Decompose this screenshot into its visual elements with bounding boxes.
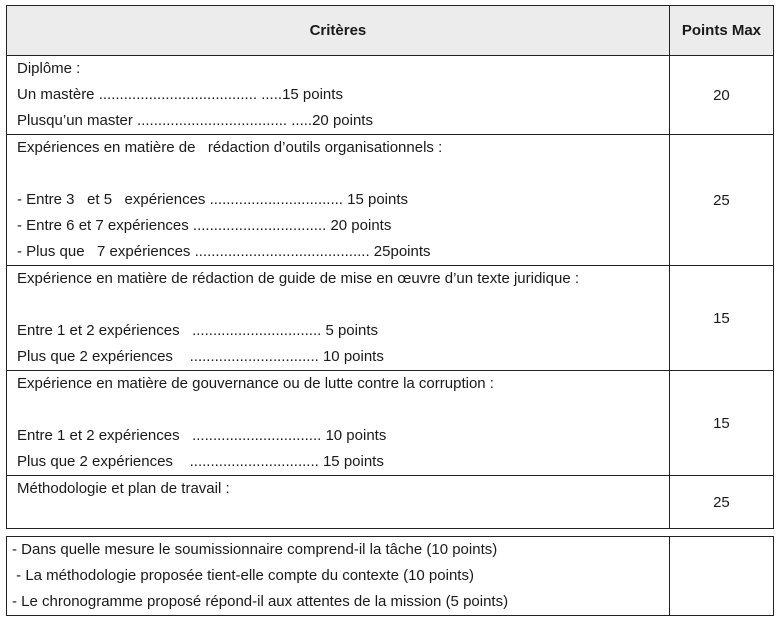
points-cell: 15 <box>669 371 773 476</box>
table-row <box>7 371 774 476</box>
criterion-title: Expérience en matière de gouvernance ou de lutte contre la corruption : <box>17 375 494 392</box>
points-max-header: Points Max <box>669 6 773 56</box>
table-header-row <box>7 6 774 56</box>
points-cell: 25 <box>669 476 773 529</box>
criterion-line: Plus que 2 expériences ............................... 15 points <box>17 453 384 470</box>
criteria-header: Critères <box>7 6 670 56</box>
sub-criterion-line: - Dans quelle mesure le soumissionnaire comprend-il la tâche (10 points) <box>12 541 498 558</box>
table-row <box>7 135 774 266</box>
criterion-line: Plus que 2 expériences ............................... 10 points <box>17 348 384 365</box>
sub-criteria-table <box>6 536 774 616</box>
criteria-table <box>6 5 774 529</box>
criterion-line: - Entre 3 et 5 expériences ................................ 15 points <box>17 191 409 208</box>
criterion-cell <box>7 266 670 371</box>
sub-criterion-line: - La méthodologie proposée tient-elle compte du contexte (10 points) <box>12 567 474 584</box>
criterion-cell <box>7 135 670 266</box>
points-cell: 25 <box>669 135 773 266</box>
points-cell: 15 <box>669 266 773 371</box>
criterion-title: Méthodologie et plan de travail : <box>17 480 230 497</box>
criterion-title: Diplôme : <box>17 60 81 77</box>
criterion-line: - Entre 6 et 7 expériences ................................ 20 points <box>17 217 392 234</box>
sub-criteria-cell <box>7 537 670 616</box>
criterion-cell <box>7 371 670 476</box>
sub-criterion-line: - Le chronogramme proposé répond-il aux attentes de la mission (5 points) <box>12 593 509 610</box>
table-row <box>7 266 774 371</box>
criterion-title: Expériences en matière de rédaction d’outils organisationnels : <box>17 139 443 156</box>
table-row <box>7 537 774 616</box>
criterion-line: Entre 1 et 2 expériences ............................... 10 points <box>17 427 387 444</box>
criterion-cell <box>7 56 670 135</box>
criterion-cell <box>7 476 670 529</box>
blank-line <box>7 161 669 187</box>
blank-line <box>7 502 669 528</box>
criterion-line: Plusqu’un master .................................... .....20 points <box>17 112 373 129</box>
points-cell <box>669 537 773 616</box>
table-row <box>7 476 774 529</box>
criterion-line: Un mastère ...................................... .....15 points <box>17 86 343 103</box>
points-cell: 20 <box>669 56 773 135</box>
blank-line <box>7 397 669 423</box>
blank-line <box>7 292 669 318</box>
criterion-line: Entre 1 et 2 expériences ............................... 5 points <box>17 322 378 339</box>
criterion-title: Expérience en matière de rédaction de guide de mise en œuvre d’un texte juridique : <box>17 270 579 287</box>
criterion-line: - Plus que 7 expériences .......................................... 25points <box>17 243 431 260</box>
table-row <box>7 56 774 135</box>
